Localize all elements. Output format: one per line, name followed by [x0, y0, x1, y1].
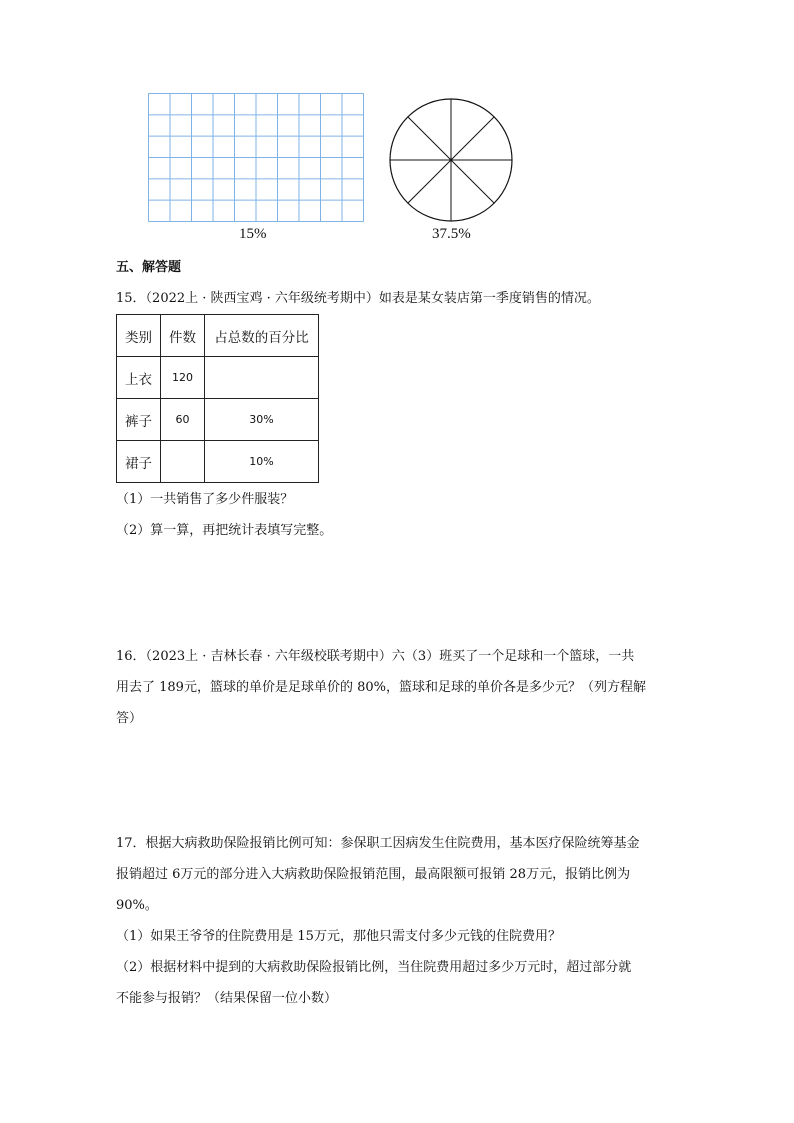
q17-line1: 17．根据大病救助保险报销比例可知：参保职工因病发生住院费用，基本医疗保险统筹基金 [116, 836, 640, 851]
q17-line3: 90%。 [116, 898, 158, 913]
q15-stem: 15．（2022上 · 陕西宝鸡 · 六年级统考期中）如表是某女装店第一季度销售的情况。 [116, 291, 600, 306]
row-count: 60 [161, 399, 205, 441]
hundred-grid-figure [148, 93, 364, 222]
table-row [117, 399, 319, 441]
header-count: 件数 [161, 315, 205, 357]
row-category: 上衣 [117, 357, 161, 399]
pie-caption: 37.5% [432, 226, 471, 242]
q16-line3: 答） [116, 711, 143, 726]
q16-line1: 16．（2023上 · 吉林长春 · 六年级校联考期中）六（3）班买了一个足球和一个篮球，一共 [116, 649, 635, 664]
row-count [161, 441, 205, 483]
table-row [117, 441, 319, 483]
q17-sub2-line2: 不能参与报销？（结果保留一位小数） [116, 991, 338, 1006]
row-percent: 30% [205, 399, 319, 441]
q15-sub1: （1）一共销售了多少件服装？ [116, 492, 294, 507]
q15-sub2: （2）算一算，再把统计表填写完整。 [116, 523, 333, 538]
q17-sub1: （1）如果王爷爷的住院费用是 15万元，那他只需支付多少元钱的住院费用？ [116, 929, 561, 944]
sales-table [116, 314, 319, 483]
grid-caption: 15% [239, 226, 267, 242]
header-percent: 占总数的百分比 [205, 315, 319, 357]
q16-line2: 用去了 189元，篮球的单价是足球单价的 80%，篮球和足球的单价各是多少元？（列方程解 [116, 680, 646, 695]
row-percent [205, 357, 319, 399]
circle-eight-sectors-figure [387, 98, 515, 224]
row-count: 120 [161, 357, 205, 399]
table-row [117, 357, 319, 399]
q17-line2: 报销超过 6万元的部分进入大病救助保险报销范围，最高限额可报销 28万元，报销比例为 [116, 867, 631, 882]
row-category: 裤子 [117, 399, 161, 441]
header-category: 类别 [117, 315, 161, 357]
q17-sub2-line1: （2）根据材料中提到的大病救助保险报销比例，当住院费用超过多少万元时，超过部分就 [116, 960, 632, 975]
row-percent: 10% [205, 441, 319, 483]
section-title: 五、解答题 [116, 260, 182, 275]
row-category: 裙子 [117, 441, 161, 483]
table-header-row [117, 315, 319, 357]
